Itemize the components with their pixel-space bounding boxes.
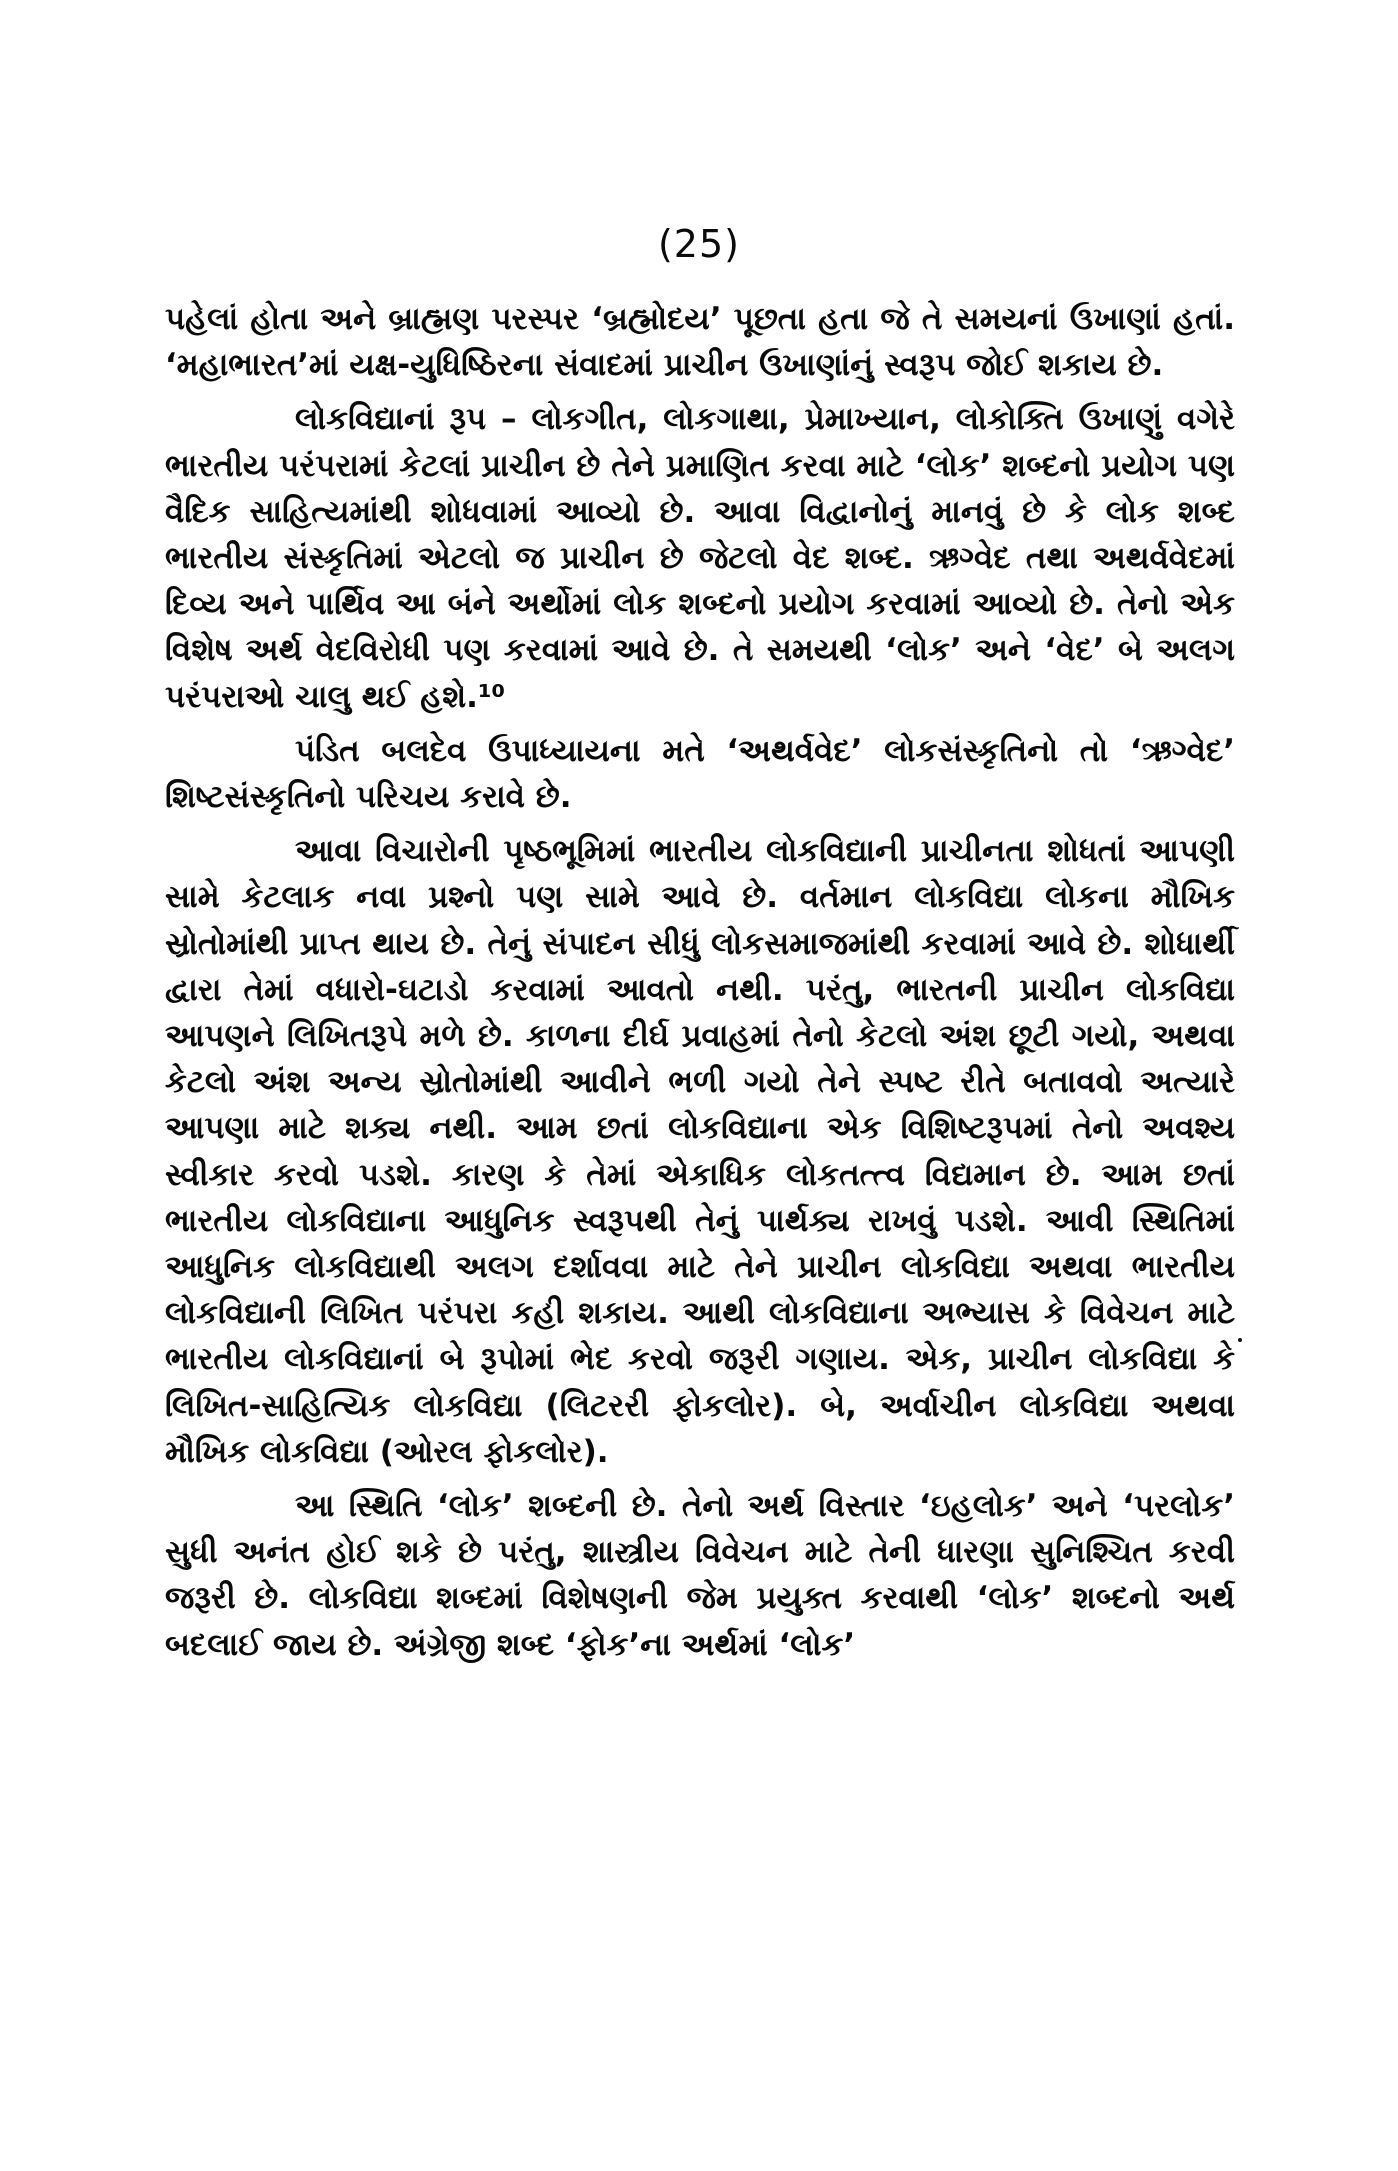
- paragraph-4: આવા વિચારોની પૃષ્ઠભૂમિમાં ભારતીય લોકવિદ્યાની પ્રાચીનતા શોધતાં આપણી સામે કેટલાક નવા પ્રશ્નો પણ સામે આવે છે. વર્તમાન લોકવિદ્યા લોકના મૌખિક સ્રોતોમાંથી પ્રાપ્ત થાય છે. તેનું સંપાદન સીધું લોકસમાજમાંથી કરવામાં આવે છે. શોધાર્થી દ્વારા તેમાં વધારો-ઘટાડો કરવામાં આવતો નથી. પરંતુ, ભારતની પ્રાચીન લોકવિદ્યા આપણને લિખિતરૂપે મળે છે. કાળના દીર્ઘ પ્રવાહમાં તેનો કેટલો અંશ છૂટી ગયો, અથવા કેટલો અંશ અન્ય સ્રોતોમાંથી આવીને ભળી ગયો તેને સ્પષ્ટ રીતે બતાવવો અત્યારે આપણા માટે શક્ય નથી. આમ છતાં લોકવિદ્યાના એક વિશિષ્ટરૂપમાં તેનો અવશ્ય સ્વીકાર કરવો પડશે. કારણ કે તેમાં એકાધિક લોકતત્ત્વ વિદ્યમાન છે. આમ છતાં ભારતીય લોકવિદ્યાના આધુનિક સ્વરૂપથી તેનું પાર્થક્ય રાખવું પડશે. આવી સ્થિતિમાં આધુનિક લોકવિદ્યાથી અલગ દર્શાવવા માટે તેને પ્રાચીન લોકવિદ્યા અથવા ભારતીય લોકવિદ્યાની લિખિત પરંપરા કહી શકાય. આથી લોકવિદ્યાના અભ્યાસ કે વિવેચન માટે ભારતીય લોકવિદ્યાનાં બે રૂપોમાં ભેદ કરવો જરૂરી ગણાય. એક, પ્રાચીન લોકવિદ્યા કે લિખિત-સાહિત્યિક લોકવિદ્યા (લિટરરી ફોકલોર). બે, અર્વાચીન લોકવિદ્યા અથવા મૌખિક લોકવિદ્યા (ઓરલ ફોકલોર).: [165, 833, 1235, 1470]
- paragraph-2: લોકવિદ્યાનાં રૂપ – લોકગીત, લોકગાથા, પ્રેમાખ્યાન, લોકોક્તિ ઉખાણું વગેરે ભારતીય પરંપરામાં કેટલાં પ્રાચીન છે તેને પ્રમાણિત કરવા માટે ‘લોક’ શબ્દનો પ્રયોગ પણ વૈદિક સાહિત્યમાંથી શોધવામાં આવ્યો છે. આવા વિદ્વાનોનું માનવું છે કે લોક શબ્દ ભારતીય સંસ્કૃતિમાં એટલો જ પ્રાચીન છે જેટલો વેદ શબ્દ. ઋગ્વેદ તથા અથર્વવેદમાં દિવ્ય અને પાર્થિવ આ બંને અર્થોમાં લોક શબ્દનો પ્રયોગ કરવામાં આવ્યો છે. તેનો એક વિશેષ અર્થ વેદવિરોધી પણ કરવામાં આવે છે. તે સમયથી ‘લોક’ અને ‘વેદ’ બે અલગ પરંપરાઓ ચાલુ થઈ હશે.¹⁰: [165, 401, 1235, 715]
- paragraph-3: પંડિત બલદેવ ઉપાધ્યાયના મતે ‘અથર્વવેદ’ લોકસંસ્કૃતિનો તો ‘ઋગ્વેદ’ શિષ્ટસંસ્કૃતિનો પરિચય કરાવે છે.: [165, 732, 1235, 816]
- ink-speck: [1238, 1338, 1242, 1342]
- paragraph-1: પહેલાં હોતા અને બ્રાહ્મણ પરસ્પર ‘બ્રહ્મોદય’ પૂછતા હતા જે તે સમયનાં ઉખાણાં હતાં. ‘મહાભારત’માં યક્ષ-યુધિષ્ઠિરના સંવાદમાં પ્રાચીન ઉખાણાંનું સ્વરૂપ જોઈ શકાય છે.: [165, 301, 1235, 384]
- page-number: (25): [657, 222, 740, 266]
- paragraph-5: આ સ્થિતિ ‘લોક’ શબ્દની છે. તેનો અર્થ વિસ્તાર ‘ઇહલોક’ અને ‘પરલોક’ સુધી અનંત હોઈ શકે છે પરંતુ, શાસ્ત્રીય વિવેચન માટે તેની ધારણા સુનિશ્ચિત કરવી જરૂરી છે. લોકવિદ્યા શબ્દમાં વિશેષણની જેમ પ્રયુક્ત કરવાથી ‘લોક’ શબ્દનો અર્થ બદલાઈ જાય છે. અંગ્રેજી શબ્દ ‘ફોક’ના અર્થમાં ‘લોક’: [165, 1488, 1235, 1663]
- body-text: [165, 296, 1235, 1668]
